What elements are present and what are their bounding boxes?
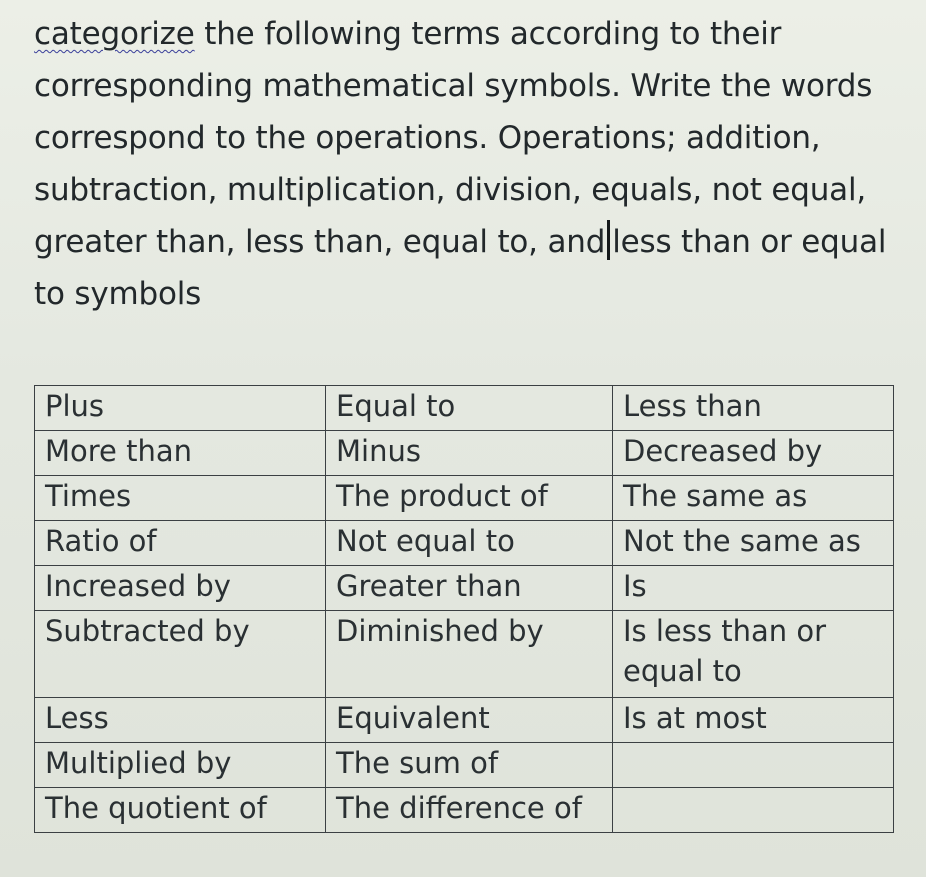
table-cell[interactable]: Equivalent — [326, 698, 613, 743]
table-cell[interactable]: Increased by — [35, 566, 326, 611]
table-cell[interactable]: More than — [35, 431, 326, 476]
table-row — [35, 476, 894, 521]
text-cursor — [607, 220, 610, 260]
table-cell[interactable]: The product of — [326, 476, 613, 521]
instruction-line: to symbols — [34, 276, 202, 312]
instruction-line: correspond to the operations. Operations; addition, — [34, 120, 821, 156]
table-cell[interactable]: Minus — [326, 431, 613, 476]
instruction-line: corresponding mathematical symbols. Write the words — [34, 68, 873, 104]
table-cell[interactable]: The same as — [613, 476, 894, 521]
table-cell[interactable]: Times — [35, 476, 326, 521]
table-cell[interactable]: Plus — [35, 386, 326, 431]
table-cell[interactable]: Ratio of — [35, 521, 326, 566]
table-cell[interactable]: Less — [35, 698, 326, 743]
table-row — [35, 386, 894, 431]
table-cell[interactable]: Is at most — [613, 698, 894, 743]
instructions-text — [34, 8, 914, 320]
instruction-text: the following terms according to their — [194, 16, 782, 52]
instruction-line — [34, 216, 914, 268]
table-cell[interactable]: The difference of — [326, 788, 613, 833]
table-row — [35, 611, 894, 698]
table-cell[interactable] — [613, 743, 894, 788]
table-cell[interactable] — [613, 788, 894, 833]
table-row — [35, 431, 894, 476]
table-cell[interactable]: Multiplied by — [35, 743, 326, 788]
table-cell[interactable]: Is — [613, 566, 894, 611]
table-cell[interactable]: Subtracted by — [35, 611, 326, 698]
table-cell[interactable]: Is less than or equal to — [613, 611, 894, 698]
table-cell[interactable]: Not equal to — [326, 521, 613, 566]
table-cell[interactable]: Decreased by — [613, 431, 894, 476]
table-cell[interactable]: The sum of — [326, 743, 613, 788]
table-row — [35, 788, 894, 833]
table-row — [35, 566, 894, 611]
table-row — [35, 698, 894, 743]
table-cell[interactable]: Diminished by — [326, 611, 613, 698]
table-row — [35, 743, 894, 788]
terms-table — [34, 385, 894, 833]
misspelled-word: categorize — [34, 16, 195, 52]
table-cell[interactable]: Not the same as — [613, 521, 894, 566]
instruction-text: less than or equal — [612, 224, 887, 260]
table-cell[interactable]: Greater than — [326, 566, 613, 611]
table-cell[interactable]: The quotient of — [35, 788, 326, 833]
instruction-text: greater than, less than, equal to, and — [34, 224, 606, 260]
table-row — [35, 521, 894, 566]
table-cell[interactable]: Less than — [613, 386, 894, 431]
instruction-line — [34, 8, 914, 60]
instruction-line: subtraction, multiplication, division, equals, not equal, — [34, 172, 867, 208]
table-cell[interactable]: Equal to — [326, 386, 613, 431]
